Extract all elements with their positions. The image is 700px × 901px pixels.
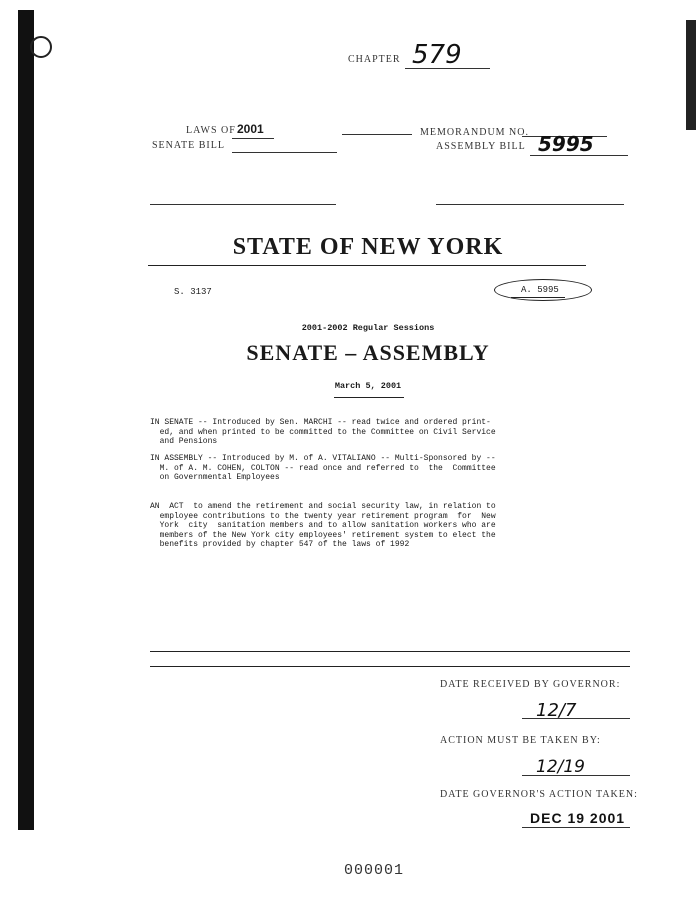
assembly-number: A. 5995	[521, 285, 559, 295]
assembly-number-rule	[511, 297, 565, 298]
chamber-title: SENATE – ASSEMBLY	[246, 340, 490, 365]
assembly-bill-line	[530, 155, 628, 156]
assembly-signature-line	[436, 204, 624, 205]
chapter-number: 579	[412, 40, 462, 70]
assembly-bill-number: 5995	[538, 132, 594, 156]
scan-edge-bar	[18, 10, 34, 830]
action-date-line	[522, 827, 630, 828]
bill-date: March 5, 2001	[334, 381, 402, 391]
act-description: AN ACT to amend the retirement and social security law, in relation to employee contributions to the twenty year retirement program for New York city sanitation members and to allow sanitation workers who are members of the New York city employees' retirement system to elect the benefits provided by chapter 547 of the laws of 1992	[150, 502, 496, 549]
senate-bill-label: SENATE BILL	[152, 140, 225, 151]
laws-label: LAWS OF	[186, 125, 236, 136]
lower-rule-1	[150, 651, 630, 652]
assembly-bill-label: ASSEMBLY BILL	[436, 141, 526, 152]
state-title-rule	[148, 265, 586, 266]
senate-number: S. 3137	[174, 287, 212, 297]
date-received-value: 12/7	[536, 700, 577, 721]
action-deadline-value: 12/19	[536, 757, 585, 777]
senate-bill-line	[232, 152, 337, 153]
action-date-stamp: DEC 19 2001	[530, 810, 626, 826]
right-edge-mark	[686, 20, 696, 130]
date-received-line	[522, 718, 630, 719]
sessions: 2001-2002 Regular Sessions	[301, 323, 435, 333]
date-rule	[334, 397, 404, 398]
laws-year: 2001	[237, 122, 264, 136]
date-received-label: DATE RECEIVED BY GOVERNOR:	[440, 679, 621, 690]
page-number: 000001	[344, 862, 405, 879]
chapter-label: CHAPTER	[348, 54, 401, 65]
chapter-line	[405, 68, 490, 69]
assembly-introduction: IN ASSEMBLY -- Introduced by M. of A. VITALIANO -- Multi-Sponsored by -- M. of A. M. COHEN, COLTON -- read once and referred to the Committee on Governmental Employees	[150, 454, 496, 482]
state-title: STATE OF NEW YORK	[232, 234, 504, 260]
hole-punch-mark	[30, 36, 52, 58]
lower-rule-2	[150, 666, 630, 667]
laws-year-line	[232, 138, 274, 139]
senate-introduction: IN SENATE -- Introduced by Sen. MARCHI -- read twice and ordered print- ed, and when printed to be committed to the Committee on Civil Service and Pensions	[150, 418, 496, 446]
senate-signature-line	[150, 204, 336, 205]
action-deadline-line	[522, 775, 630, 776]
memorandum-label: MEMORANDUM NO.	[420, 127, 530, 138]
laws-extra-line	[342, 134, 412, 135]
action-date-label: DATE GOVERNOR'S ACTION TAKEN:	[440, 789, 638, 800]
action-deadline-label: ACTION MUST BE TAKEN BY:	[440, 735, 601, 746]
